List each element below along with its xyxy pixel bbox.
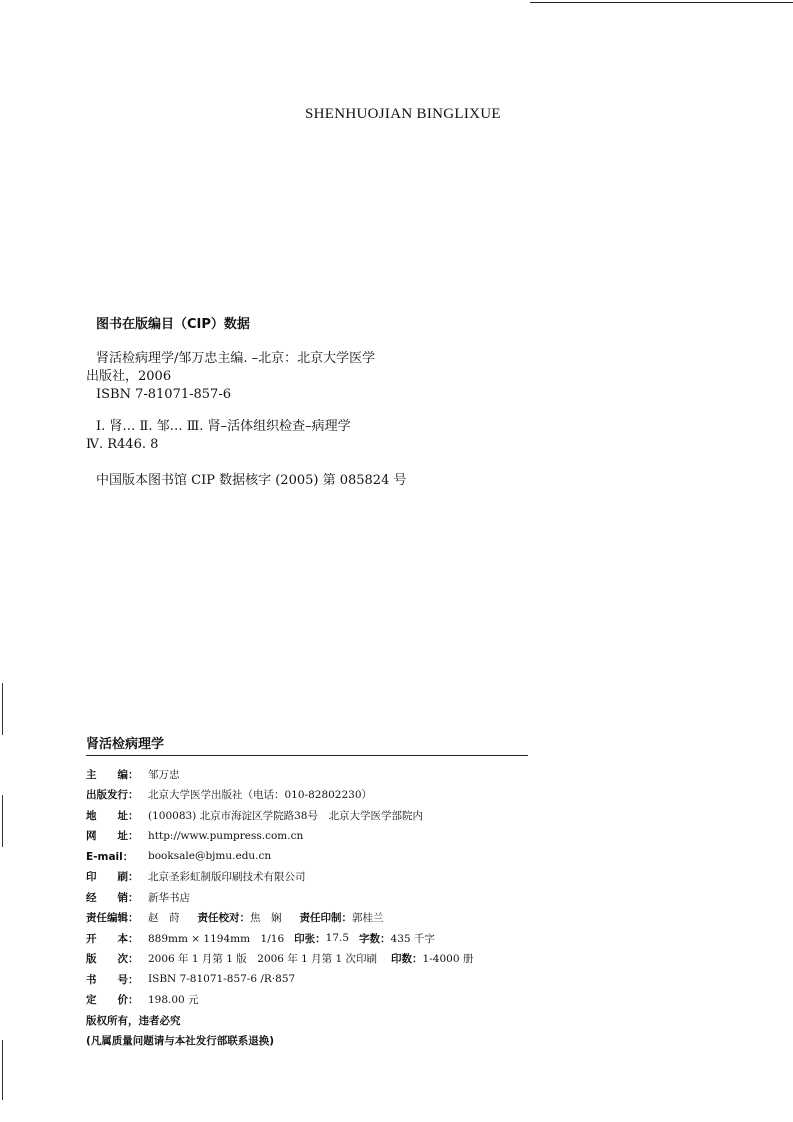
field-label: 责任编辑：	[86, 912, 139, 925]
field-label: 字数：	[359, 932, 391, 945]
field-value: 新华书店	[148, 891, 190, 904]
field-value: 焦 娴	[250, 912, 282, 925]
pinyin-title: SHENHUOJIAN BINGLIXUE	[305, 106, 501, 122]
cip-line: Ⅳ. R446. 8	[86, 437, 159, 452]
colophon-row-email	[86, 846, 528, 867]
colophon-row-format	[86, 928, 528, 949]
cip-line: ISBN 7-81071-857-6	[96, 387, 231, 402]
return-notice: (凡属质量问题请与本社发行部联系退换)	[86, 1035, 275, 1048]
field-value: ISBN 7-81071-857-6 /R·857	[148, 973, 296, 986]
colophon	[86, 733, 528, 1051]
field-label: 印 刷：	[86, 871, 139, 884]
margin-mark	[2, 1040, 3, 1100]
email-address: booksale@bjmu.edu.cn	[148, 850, 272, 863]
field-label: 网 址：	[86, 830, 139, 843]
field-value: 17.5	[325, 932, 350, 945]
colophon-row-price	[86, 990, 528, 1011]
field-value: 北京圣彩虹制版印刷技术有限公司	[148, 871, 306, 884]
field-label: 版 次：	[86, 953, 139, 966]
colophon-row-editor	[86, 764, 528, 785]
field-label: E-mail：	[86, 850, 134, 863]
colophon-row-responsibility	[86, 908, 528, 929]
colophon-row-isbn	[86, 969, 528, 990]
cip-line: Ⅰ. 肾… Ⅱ. 邹… Ⅲ. 肾–活体组织检查–病理学	[96, 419, 351, 434]
field-label: 定 价：	[86, 994, 139, 1007]
field-value: 889mm × 1194mm 1/16	[148, 932, 285, 945]
colophon-row-distributor	[86, 887, 528, 908]
field-label: 主 编：	[86, 768, 139, 781]
copyright-notice: 版权所有，违者必究	[86, 1014, 181, 1027]
field-value: 2006 年 1 月第 1 版 2006 年 1 月第 1 次印刷	[148, 953, 378, 966]
cip-line: 肾活检病理学/邹万忠主编. –北京：北京大学医学	[96, 351, 376, 366]
field-value: 郭桂兰	[352, 912, 384, 925]
colophon-row-edition	[86, 949, 528, 970]
book-title: 肾活检病理学	[86, 737, 165, 752]
field-value: 1-4000 册	[422, 953, 474, 966]
colophon-row-publisher	[86, 785, 528, 806]
field-label: 地 址：	[86, 809, 139, 822]
title-rule	[86, 755, 528, 756]
field-label: 经 销：	[86, 891, 139, 904]
margin-mark	[2, 795, 3, 847]
field-value: 赵 莳	[148, 912, 180, 925]
field-label: 开 本：	[86, 932, 139, 945]
cip-heading: 图书在版编目（CIP）数据	[96, 317, 250, 332]
field-label: 印张：	[294, 932, 326, 945]
cip-line: 中国版本图书馆 CIP 数据核字 (2005) 第 085824 号	[96, 473, 407, 488]
cip-line: 出版社，2006	[86, 369, 172, 384]
colophon-row-address	[86, 805, 528, 826]
top-rule	[530, 2, 793, 3]
colophon-row-website	[86, 826, 528, 847]
field-label: 责任校对：	[197, 912, 250, 925]
field-label: 出版发行：	[86, 789, 139, 802]
field-value: (100083) 北京市海淀区学院路38号 北京大学医学部院内	[148, 809, 423, 822]
colophon-row-notice	[86, 1031, 528, 1052]
field-value: 435 千字	[390, 932, 435, 945]
field-label: 印数：	[391, 953, 423, 966]
field-label: 书 号：	[86, 973, 139, 986]
margin-mark	[2, 683, 3, 735]
field-value: 邹万忠	[148, 768, 180, 781]
colophon-row-printer	[86, 867, 528, 888]
website-link: http://www.pumpress.com.cn	[148, 829, 304, 842]
field-value: 198.00 元	[148, 994, 199, 1007]
colophon-row-copyright	[86, 1010, 528, 1031]
field-label: 责任印制：	[299, 912, 352, 925]
field-value: 北京大学医学出版社（电话：010-82802230）	[148, 789, 373, 802]
cip-block	[86, 316, 466, 490]
